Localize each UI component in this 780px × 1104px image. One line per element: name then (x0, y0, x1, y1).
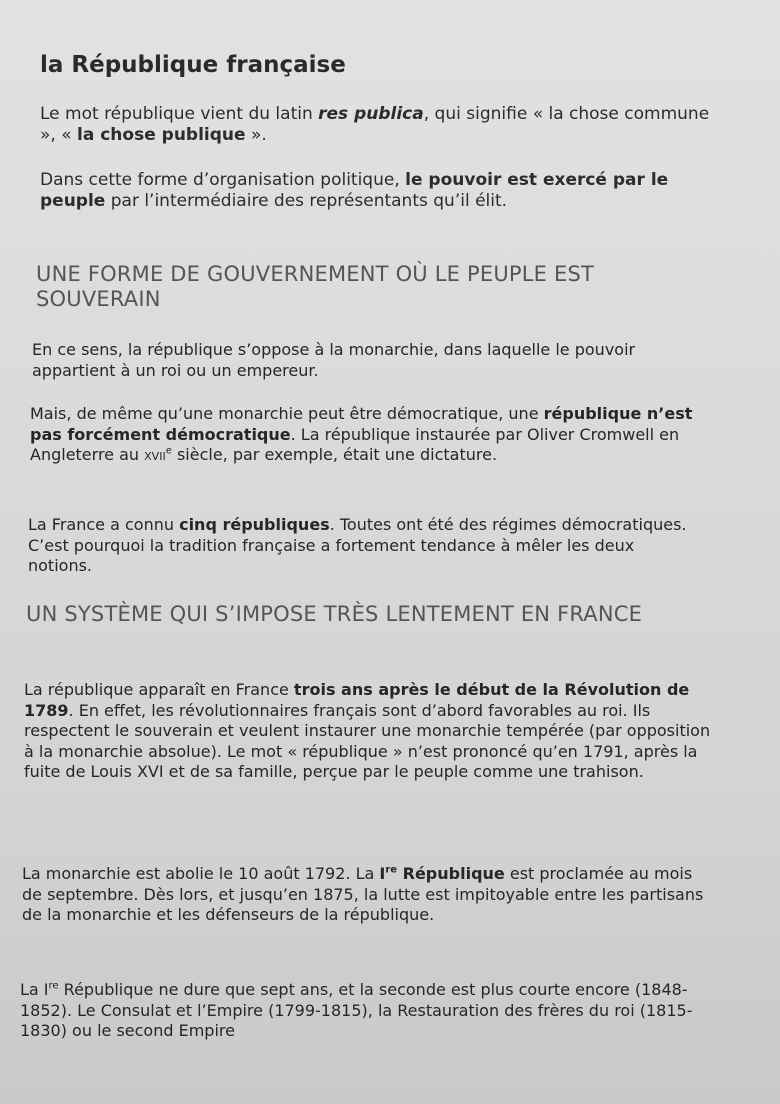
text-run: . En effet, les révolutionnaires français sont d’abord favorables au roi. Ils respectent le souverain et veulent instaurer une monarchie tempérée (par opposition à la monarchie absolue). Le mot « république » n’est prononcé qu’en 1791, après la fuite de Louis XVI et de sa famille, perçue par le peuple comme une trahison. (24, 700, 711, 781)
section-heading-1: UNE FORME DE GOUVERNEMENT OÙ LE PEUPLE EST SOUVERAIN (36, 262, 595, 311)
text-run: La monarchie est abolie le 10 août 1792. La (22, 864, 380, 883)
superscript: e (165, 445, 172, 457)
emphasis-latin: res publica (318, 104, 424, 124)
text-run: . Toutes ont été des régimes démocratiques. C’est pourquoi la tradition française a fortement tendance à mêler les deux notions. (28, 515, 687, 575)
emphasis-bold: cinq républiques (179, 515, 330, 534)
text-run: , qui signifie « la chose commune », « (40, 104, 710, 145)
section1-paragraph-1: En ce sens, la république s’oppose à la monarchie, dans laquelle le pouvoir appartient à un roi ou un empereur. (32, 340, 636, 380)
century-numeral: XVII (144, 450, 166, 463)
section-heading-2: UN SYSTÈME QUI S’IMPOSE TRÈS LENTEMENT EN FRANCE (26, 602, 643, 626)
text-run: ». (245, 125, 267, 145)
text-run: par l’intermédiaire des représentants qu’il élit. (105, 191, 508, 211)
section2-paragraph-2 (22, 864, 712, 926)
text-run: est proclamée au mois de septembre. Dès lors, et jusqu’en 1875, la lutte est impitoyable entre les partisans de la monarchie et les défenseurs de la république. (22, 864, 704, 924)
emphasis-bold: le pouvoir est exercé par le peuple (40, 170, 669, 211)
text-run: La république apparaît en France (24, 680, 294, 699)
page-title: la République française (40, 52, 346, 78)
emphasis-bold: république n’est pas forcément démocratique (30, 404, 693, 444)
superscript: re (385, 864, 398, 876)
text-run: La I (20, 980, 49, 999)
text-run: Dans cette forme d’organisation politique, (40, 170, 406, 190)
intro-paragraph-1 (40, 104, 715, 146)
section2-paragraph-1 (24, 680, 714, 783)
section1-paragraph-3 (28, 515, 700, 577)
text-run: République (397, 864, 505, 883)
section2-paragraph-3 (20, 980, 720, 1042)
superscript: re (48, 980, 59, 992)
text-run: République ne dure que sept ans, et la seconde est plus courte encore (1848-1852). Le Consulat et l’Empire (1799-1815), la Restauration des frères du roi (1815-1830) ou le second Empire (20, 980, 693, 1040)
text-run: Le mot république vient du latin (40, 104, 319, 124)
emphasis-bold: trois ans après le début de la Révolution de 1789 (24, 680, 690, 720)
roman-numeral: I (379, 864, 386, 883)
section1-paragraph-2 (30, 404, 702, 468)
text-run: Mais, de même qu’une monarchie peut être démocratique, une (30, 404, 544, 423)
text-run: siècle, par exemple, était une dictature. (171, 445, 498, 464)
emphasis-bold (379, 864, 504, 883)
intro-paragraph-2 (40, 170, 705, 212)
text-run: La France a connu (28, 515, 180, 534)
emphasis-bold: la chose publique (77, 125, 246, 145)
text-run: . La république instaurée par Oliver Cromwell en Angleterre au (30, 424, 680, 464)
